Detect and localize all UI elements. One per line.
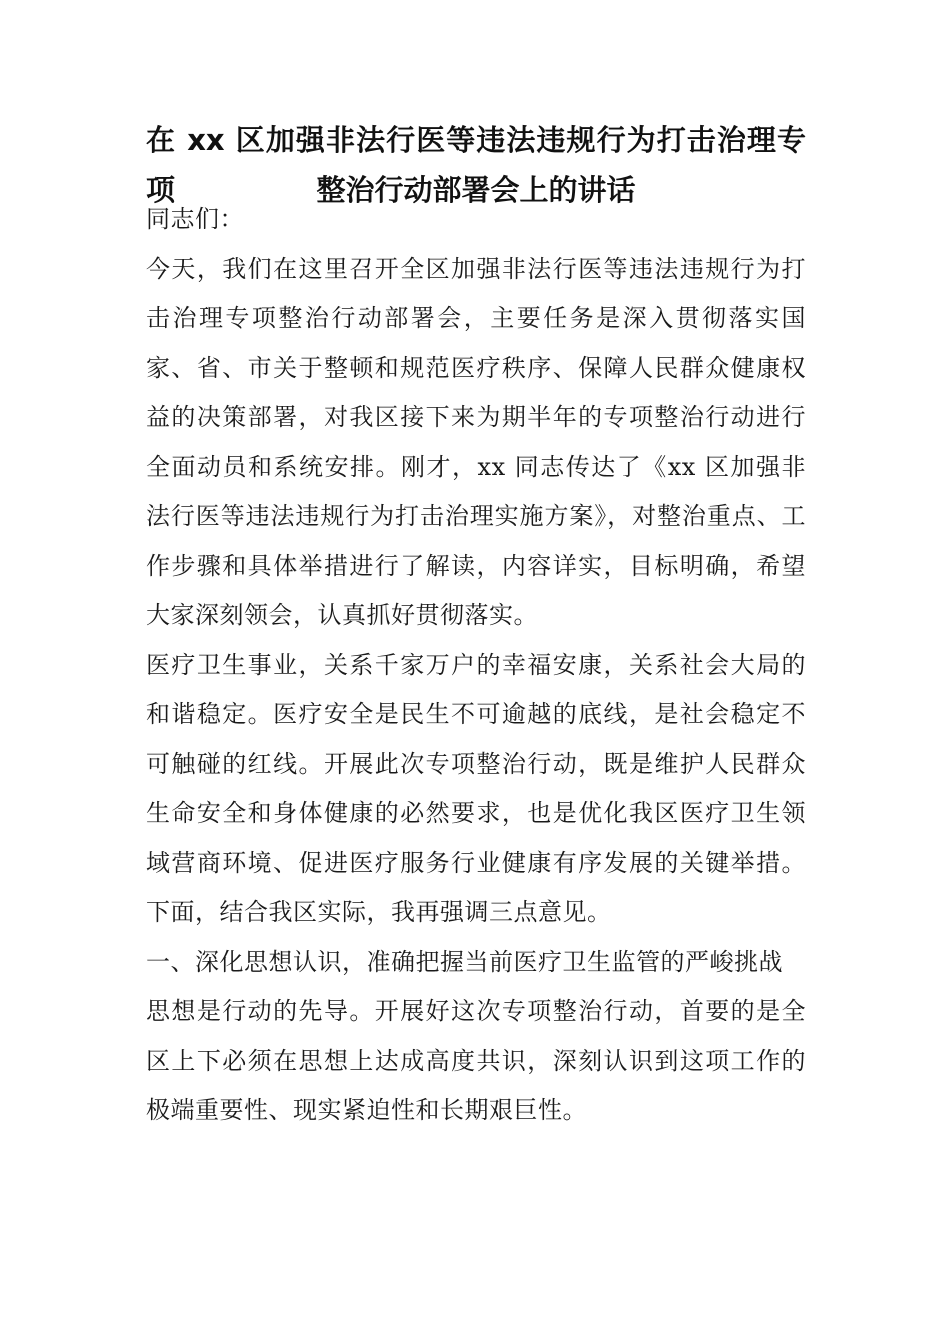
section-heading-1: 一、深化思想认识，准确把握当前医疗卫生监管的严峻挑战 (146, 947, 783, 976)
paragraph-section-1: 思想是行动的先导。开展好这次专项整治行动，首要的是全区上下必须在思想上达成高度共识，深刻认识到这项工作的极端重要性、现实紧迫性和长期艰巨性。 (146, 997, 806, 1124)
paragraph-opening: 今天，我们在这里召开全区加强非法行医等违法违规行为打击治理专项整治行动部署会，主要任务是深入贯彻落实国家、省、市关于整顿和规范医疗秩序、保障人民群众健康权益的决策部署，对我区接下来为期半年的专项整治行动进行全面动员和系统安排。刚才，xx 同志传达了《xx 区加强非法行医等违法违规行为打击治理实施方案》，对整治重点、工作步骤和具体举措进行了解读，内容详实，目标明确，希望大家深刻领会，认真抓好贯彻落实。 (146, 254, 806, 629)
document-title-line-2: 整治行动部署会上的讲话 (316, 173, 636, 207)
paragraph-significance: 医疗卫生事业，关系千家万户的幸福安康，关系社会大局的和谐稳定。医疗安全是民生不可逾越的底线，是社会稳定不可触碰的红线。开展此次专项整治行动，既是维护人民群众生命安全和身体健康的必然要求，也是优化我区医疗卫生领域营商环境、促进医疗服务行业健康有序发展的关键举措。下面，结合我区实际，我再强调三点意见。 (146, 650, 806, 926)
document-title-line-1: 在 xx 区加强非法行医等违法违规行为打击治理专项 (146, 123, 806, 207)
salutation: 同志们： (146, 205, 244, 233)
document-body (146, 195, 806, 1136)
